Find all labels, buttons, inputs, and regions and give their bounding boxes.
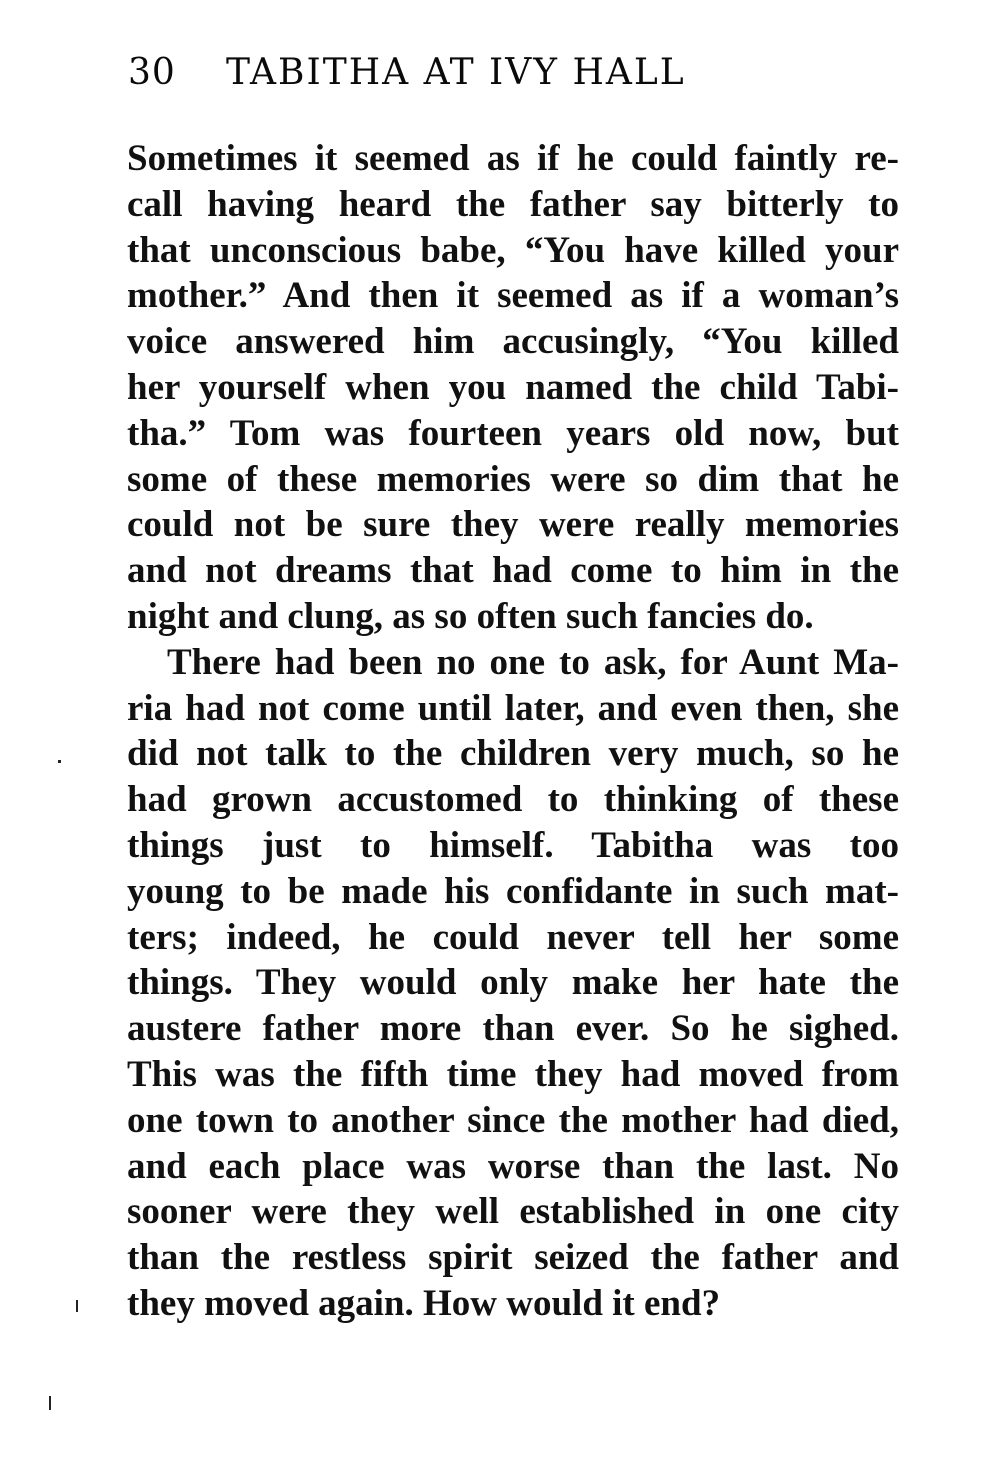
running-head	[128, 50, 808, 96]
text-line: her yourself when you named the child Tabi-	[127, 366, 899, 408]
page-number: 30	[128, 52, 176, 93]
text-line: could not be sure they were really memories	[127, 504, 899, 546]
text-line: sooner were they well established in one city	[127, 1191, 899, 1233]
text-line: ters; indeed, he could never tell her some	[127, 916, 899, 958]
body-text	[127, 136, 899, 1327]
scan-speck	[58, 760, 61, 763]
text-line: and each place was worse than the last. No	[127, 1145, 899, 1187]
text-line: and not dreams that had come to him in the	[127, 550, 899, 592]
text-line: things just to himself. Tabitha was too	[127, 824, 899, 866]
scan-speck	[49, 1396, 51, 1410]
text-line: had grown accustomed to thinking of these	[127, 779, 899, 821]
text-line: that unconscious babe, “You have killed your	[127, 229, 899, 271]
text-line: young to be made his confidante in such mat-	[127, 870, 899, 912]
text-line: did not talk to the children very much, so he	[127, 733, 899, 775]
text-line: austere father more than ever. So he sighed.	[127, 1008, 899, 1050]
text-line: than the restless spirit seized the father and	[127, 1237, 899, 1279]
text-line: some of these memories were so dim that he	[127, 458, 899, 500]
text-line: Sometimes it seemed as if he could faintly re-	[127, 138, 899, 179]
book-title: TABITHA AT IVY HALL	[226, 52, 686, 93]
scan-speck	[76, 1300, 78, 1312]
text-line: night and clung, as so often such fancies do.	[127, 595, 814, 637]
text-line: things. They would only make her hate the	[127, 962, 899, 1004]
text-line: This was the fifth time they had moved from	[127, 1053, 899, 1095]
text-line: ria had not come until later, and even then, she	[127, 687, 899, 729]
text-line: There had been no one to ask, for Aunt Ma-	[167, 641, 899, 683]
text-line: they moved again. How would it end?	[127, 1282, 721, 1324]
text-line: tha.” Tom was fourteen years old now, but	[127, 412, 899, 454]
text-line: one town to another since the mother had died,	[127, 1099, 899, 1141]
text-line: mother.” And then it seemed as if a woman’s	[127, 275, 899, 317]
text-line: voice answered him accusingly, “You killed	[127, 321, 899, 363]
text-line: call having heard the father say bitterly to	[127, 183, 899, 225]
